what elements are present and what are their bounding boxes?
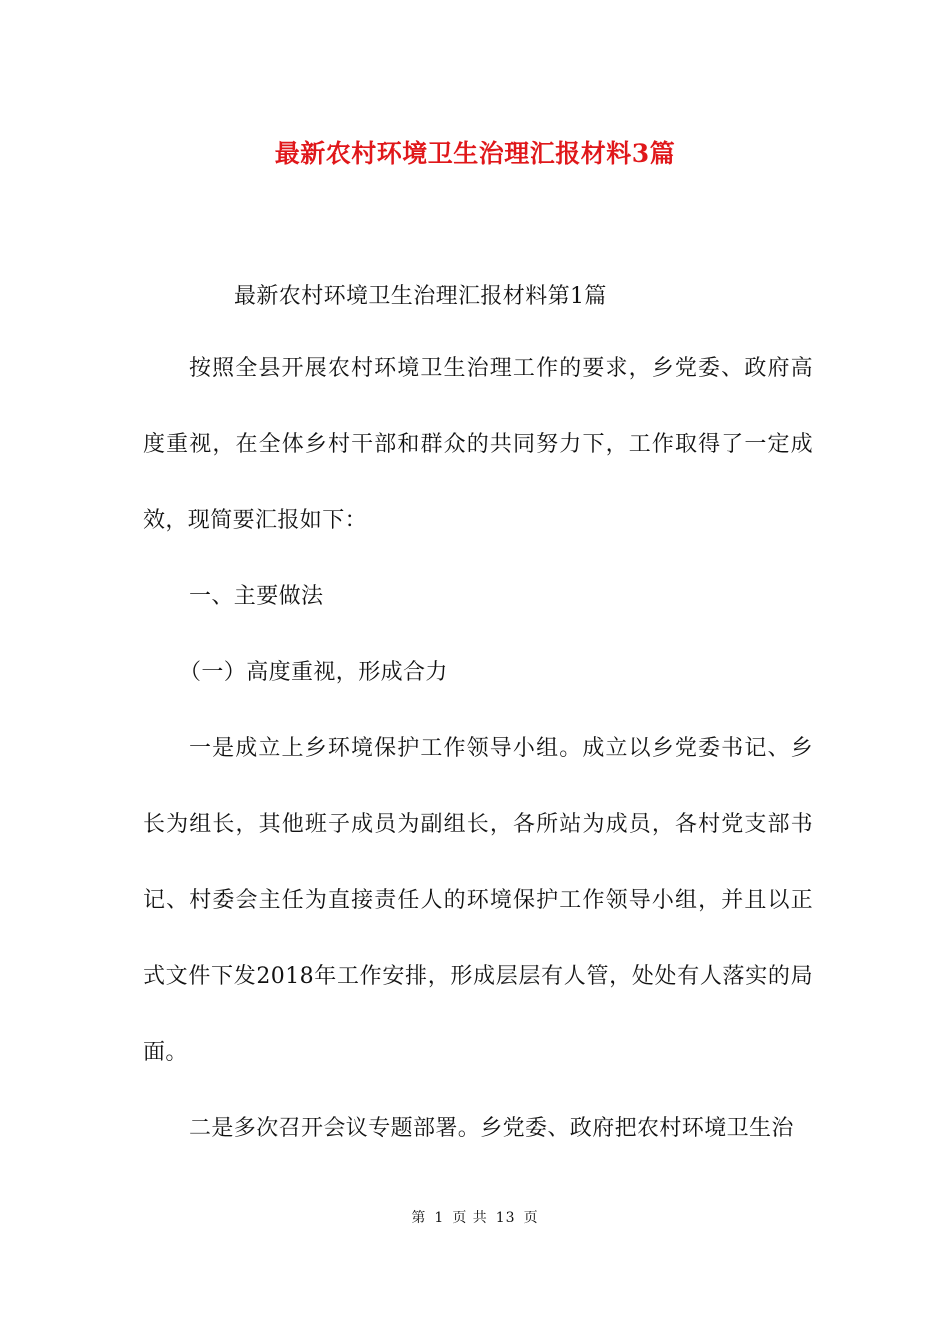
document-title: 最新农村环境卫生治理汇报材料3篇 [274,139,676,168]
footer-middle: 页 共 [452,1210,488,1226]
document-body [143,331,813,1167]
section-subtitle: 最新农村环境卫生治理汇报材料第1篇 [234,284,607,309]
page-footer [0,1207,950,1229]
footer-prefix: 第 [411,1210,427,1226]
footer-suffix: 页 [523,1210,539,1226]
paragraph-point-1: 一是成立上乡环境保护工作领导小组。成立以乡党委书记、乡长为组长，其他班子成员为副组长，各所站为成员，各村党支部书记、村委会主任为直接责任人的环境保护工作领导小组，并且以正式文件下发2018年工作安排，形成层层有人管，处处有人落实的局面。 [143,736,813,1065]
paragraph-point-2: 二是多次召开会议专题部署。乡党委、政府把农村环境卫生治 [189,1116,794,1141]
paragraph-intro: 按照全县开展农村环境卫生治理工作的要求，乡党委、政府高度重视，在全体乡村干部和群众的共同努力下，工作取得了一定成效，现简要汇报如下： [143,356,813,533]
heading-main-practices: 一、主要做法 [189,584,324,609]
footer-page-number: 1 [434,1210,445,1226]
footer-total-pages: 13 [495,1210,516,1226]
heading-subsection-1: （一）高度重视，形成合力 [179,660,448,685]
